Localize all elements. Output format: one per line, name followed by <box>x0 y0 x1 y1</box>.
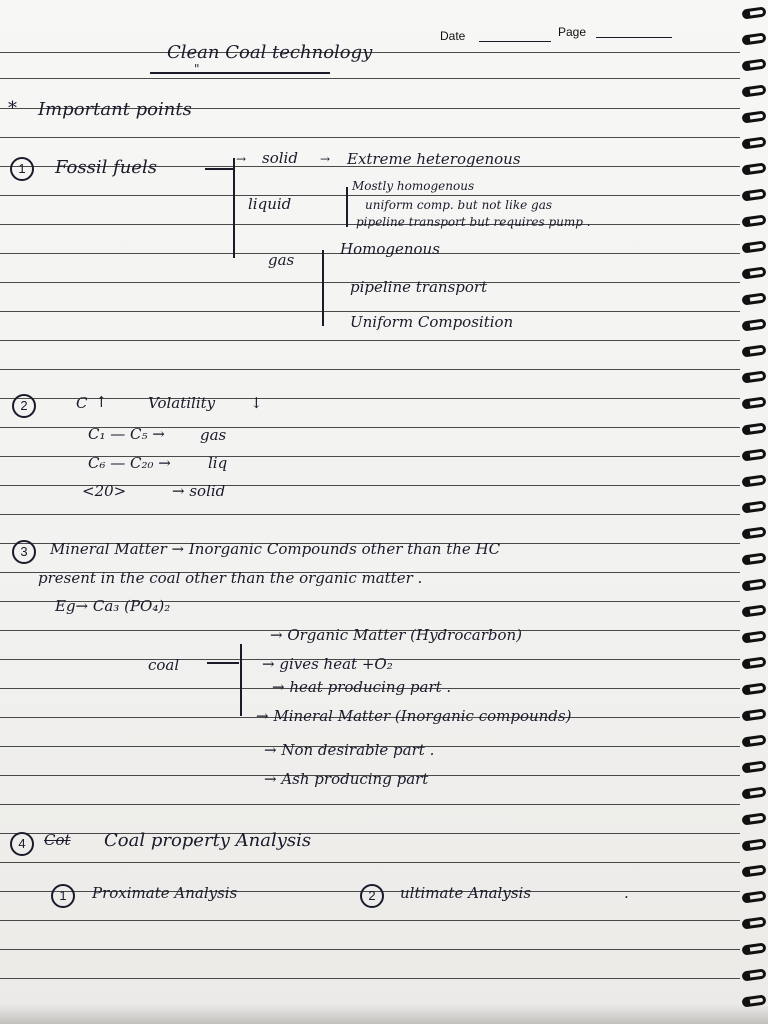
coal-branch-heat-part: → heat producing part . <box>272 678 452 696</box>
ruled-line <box>0 340 740 341</box>
spiral-ring <box>741 734 766 747</box>
spiral-ring <box>741 682 766 695</box>
gas-label: gas <box>268 251 295 269</box>
spiral-ring <box>741 188 766 201</box>
trailing-dot: . <box>624 884 629 902</box>
page-title: Clean Coal technology <box>167 42 373 63</box>
spiral-ring <box>741 370 766 383</box>
coal-vertical-bracket <box>240 644 242 716</box>
analysis-2-number: 2 <box>360 884 384 908</box>
gas-detail-2: pipeline transport <box>350 278 488 296</box>
point-2-number: 2 <box>12 394 36 418</box>
ruled-line <box>0 978 740 979</box>
coal-branch-line <box>207 662 239 664</box>
spiral-ring <box>741 214 766 227</box>
spiral-ring <box>741 708 766 721</box>
spiral-ring <box>741 6 766 19</box>
spiral-ring <box>741 812 766 825</box>
solid-label: solid <box>262 149 298 167</box>
point-3-number: 3 <box>12 540 36 564</box>
coal-branch-heat: → gives heat +O₂ <box>262 655 393 673</box>
state-solid: → solid <box>172 482 226 500</box>
ruled-line <box>0 862 740 863</box>
spiral-ring <box>741 942 766 955</box>
liquid-detail-1: Mostly homogenous <box>352 179 475 193</box>
liquid-label: liquid <box>248 195 292 213</box>
date-label: Date <box>440 29 466 43</box>
carbon-heading: C <box>76 394 88 412</box>
spiral-ring <box>741 656 766 669</box>
carbon-range-solid: <20> <box>82 482 127 500</box>
mineral-matter-line-1: Mineral Matter → Inorganic Compounds other than the HC <box>50 540 501 558</box>
coal-branch-ash: → Ash producing part <box>264 770 429 788</box>
spiral-ring <box>741 32 766 45</box>
spiral-ring <box>741 786 766 799</box>
example-formula: Eg→ Ca₃ (PO₄)₂ <box>55 597 171 615</box>
spiral-ring <box>741 422 766 435</box>
spiral-ring <box>741 136 766 149</box>
important-points-heading: Important points <box>38 99 192 120</box>
spiral-ring <box>741 890 766 903</box>
point-1-number: 1 <box>10 157 34 181</box>
spiral-ring <box>741 448 766 461</box>
spiral-ring <box>741 110 766 123</box>
ruled-line <box>0 949 740 950</box>
solid-arrow: → <box>236 152 247 166</box>
spiral-ring <box>741 396 766 409</box>
state-liquid: liq <box>208 454 228 472</box>
page-bottom-shadow <box>0 1004 768 1024</box>
proximate-analysis: Proximate Analysis <box>92 884 238 902</box>
spiral-ring <box>741 318 766 331</box>
solid-detail-arrow: → <box>320 152 331 166</box>
carbon-range-liquid: C₆ — C₂₀ → <box>88 454 171 472</box>
ruled-line <box>0 78 740 79</box>
coal-label: coal <box>148 656 180 674</box>
spiral-ring <box>741 968 766 981</box>
analysis-1-number: 1 <box>51 884 75 908</box>
important-points-marker: * <box>8 98 17 119</box>
fossil-fuels-heading: Fossil fuels <box>55 157 157 178</box>
title-ditto-mark: " <box>194 62 200 76</box>
ultimate-analysis: ultimate Analysis <box>400 884 532 902</box>
spiral-ring <box>741 526 766 539</box>
fossil-vertical-bracket <box>233 158 235 258</box>
ruled-line <box>0 398 740 399</box>
spiral-ring <box>741 864 766 877</box>
gas-detail-3: Uniform Composition <box>350 313 514 331</box>
volatility-heading: Volatility <box>148 394 216 412</box>
spiral-ring <box>741 162 766 175</box>
spiral-ring <box>741 266 766 279</box>
gas-detail-1: Homogenous <box>340 240 440 258</box>
state-gas: gas <box>200 426 227 444</box>
title-underline <box>150 72 330 74</box>
spiral-ring <box>741 474 766 487</box>
ruled-line <box>0 137 740 138</box>
spiral-ring <box>741 240 766 253</box>
volatility-down-arrow: ↓ <box>250 394 263 412</box>
ruled-line <box>0 311 740 312</box>
spiral-ring <box>741 630 766 643</box>
spiral-ring <box>741 344 766 357</box>
liquid-detail-2: uniform comp. but not like gas <box>365 198 553 212</box>
gas-bracket <box>322 250 324 326</box>
coal-branch-organic: → Organic Matter (Hydrocarbon) <box>270 626 523 644</box>
ruled-line <box>0 920 740 921</box>
fossil-branch-line <box>205 168 233 170</box>
coal-property-analysis-heading: Coal property Analysis <box>104 830 312 851</box>
spiral-ring <box>741 84 766 97</box>
spiral-ring <box>741 760 766 773</box>
spiral-ring <box>741 578 766 591</box>
liquid-detail-3: pipeline transport but requires pump . <box>356 215 591 229</box>
liquid-bracket <box>346 187 348 227</box>
spiral-ring <box>741 838 766 851</box>
mineral-matter-line-2: present in the coal other than the organic matter . <box>38 569 423 587</box>
solid-detail: Extreme heterogenous <box>347 150 521 168</box>
ruled-line <box>0 804 740 805</box>
carbon-up-arrow: ↑ <box>95 393 108 411</box>
struck-word: Cot <box>44 831 71 849</box>
spiral-ring <box>741 916 766 929</box>
page-label: Page <box>558 25 587 39</box>
ruled-line <box>0 195 740 196</box>
date-blank-line <box>479 41 551 42</box>
ruled-line <box>0 369 740 370</box>
ruled-line <box>0 514 740 515</box>
spiral-binding <box>736 0 768 1024</box>
page-blank-line <box>596 37 672 38</box>
carbon-range-gas: C₁ — C₅ → <box>88 425 165 443</box>
point-4-number: 4 <box>10 832 34 856</box>
spiral-ring <box>741 604 766 617</box>
coal-branch-mineral: → Mineral Matter (Inorganic compounds) <box>256 707 572 725</box>
spiral-ring <box>741 58 766 71</box>
spiral-ring <box>741 500 766 513</box>
spiral-ring <box>741 292 766 305</box>
coal-branch-non-desirable: → Non desirable part . <box>264 741 435 759</box>
spiral-ring <box>741 552 766 565</box>
